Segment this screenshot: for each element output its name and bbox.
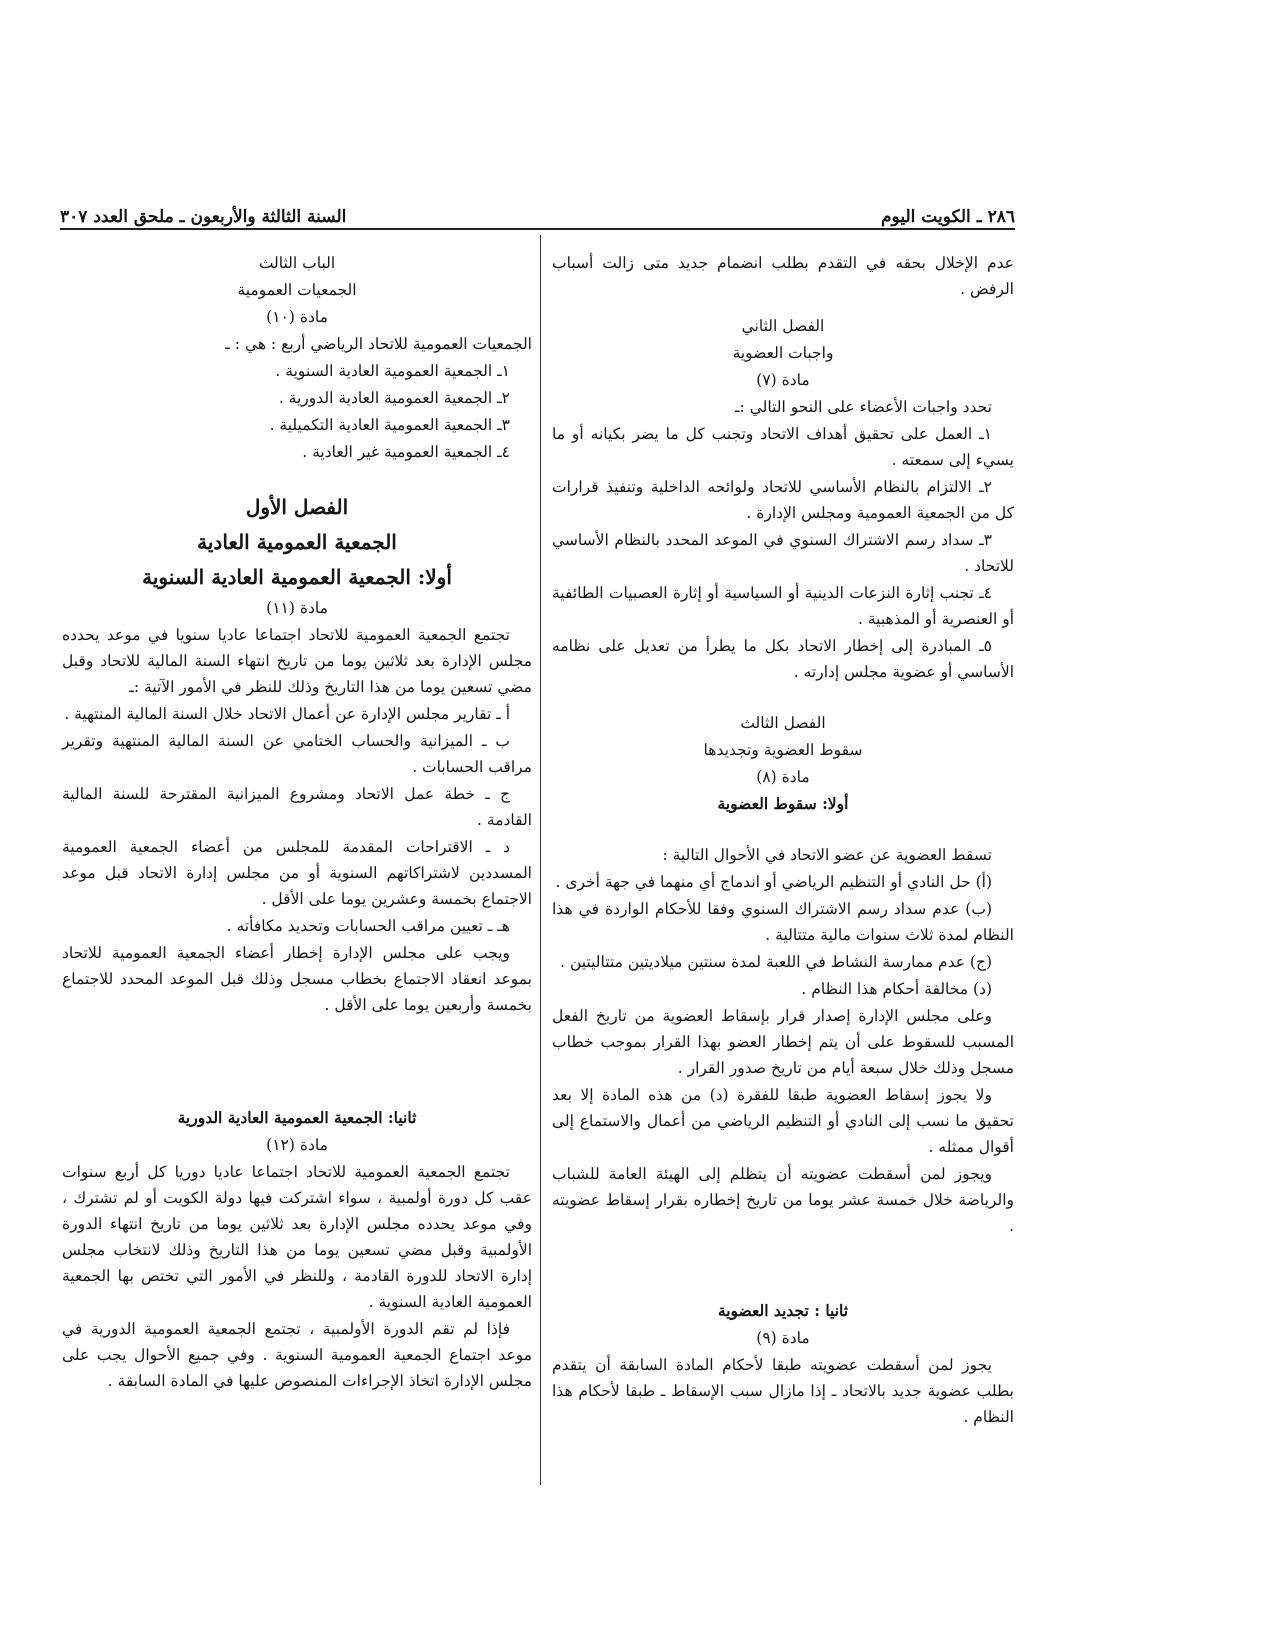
list-item: (د) مخالفة أحكام هذا النظام . <box>801 980 992 998</box>
article-11-paragraph: ويجب على مجلس الإدارة إخطار أعضاء الجمعية العمومية للاتحاد بموعد انعقاد الاجتماع بخطاب مسجل وذلك قبل الموعد المحدد للاجتماع بخمسة وأربعين يوما على الأقل . <box>62 944 532 1014</box>
list-item: ج ـ خطة عمل الاتحاد ومشروع الميزانية المقترحة للسنة المالية القادمة . <box>62 785 532 829</box>
right-column <box>552 250 1014 1431</box>
list-item: ٢ـ الجمعية العمومية العادية الدورية . <box>278 389 510 407</box>
chapter-3-subtitle: سقوط العضوية وتجديدها <box>703 741 863 759</box>
membership-renewal-heading: ثانيا : تجديد العضوية <box>717 1301 849 1320</box>
list-item: أ ـ تقارير مجلس الإدارة عن أعمال الاتحاد خلال السنة المالية المنتهية . <box>64 705 510 723</box>
list-item: ١ـ الجمعية العمومية العادية السنوية . <box>275 362 510 380</box>
header-page-number-title: ٢٨٦ ـ الكويت اليوم <box>881 207 1015 227</box>
article-8-paragraph: ولا يجوز إسقاط العضوية طبقا للفقرة (د) من هذه المادة إلا بعد تحقيق ما نسب إلى النادي أو التنظيم الرياضي من أعمال والاستماع إلى أقوال ممثله . <box>552 1086 1014 1156</box>
article-9-paragraph: يجوز لمن أسقطت عضويته طبقا لأحكام المادة السابقة أن يتقدم بطلب عضوية جديد بالاتحاد ـ إذا مازال سبب الإسقاط ـ طبقا لأحكام هذا النظام . <box>552 1356 1014 1426</box>
list-item: ب ـ الميزانية والحساب الختامي عن السنة المالية المنتهية وتقرير مراقب الحسابات . <box>62 732 532 776</box>
list-item: (ج) عدم ممارسة النشاط في اللعبة لمدة سنتين ميلاديتين متتاليتين . <box>560 953 992 971</box>
list-item: (أ) حل النادي أو التنظيم الرياضي أو اندماج أي منهما في جهة أخرى . <box>555 873 992 891</box>
page-header <box>60 197 1015 227</box>
chapter-1-title: الفصل الأول <box>245 495 349 519</box>
chapter-1-subtitle: الجمعية العمومية العادية <box>197 530 397 554</box>
article-12-paragraph: تجتمع الجمعية العمومية للاتحاد اجتماعا عاديا دوريا كل أربع سنوات عقب كل دورة أولمبية ، سواء اشتركت فيها دولة الكويت أو لم تشترك ، وفي موعد يحدده مجلس الإدارة بعد ثلاثين يوما من تاريخ انتهاء الدورة الأولمبية وقبل مضي تسعين يوما من هذا التاريخ وذلك لانتخاب مجلس إدارة الاتحاد للدورة القادمة ، وللنظر في الأمور التي تختص بها الجمعية العمومية العادية السنوية . <box>62 1163 532 1311</box>
list-item: ٢ـ الالتزام بالنظام الأساسي للاتحاد ولوائحه الداخلية وتنفيذ قرارات كل من الجمعية العمومية ومجلس الإدارة . <box>552 478 1014 522</box>
article-9-label: مادة (٩) <box>756 1329 810 1347</box>
chapter-3-title: الفصل الثالث <box>740 714 826 732</box>
article-11-paragraph: تجتمع الجمعية العمومية للاتحاد اجتماعا عاديا سنويا في موعد يحدده مجلس الإدارة بعد ثلاثين يوما من تاريخ انتهاء السنة المالية للاتحاد وقبل مضي تسعين يوما من هذا التاريخ وذلك للنظر في الأمور الآتية :ـ <box>62 626 532 696</box>
article-12-label: مادة (١٢) <box>266 1136 328 1154</box>
column-divider <box>540 235 541 1485</box>
list-item: هـ ـ تعيين مراقب الحسابات وتحديد مكافأته . <box>226 917 510 935</box>
annual-assembly-heading: أولا: الجمعية العمومية العادية السنوية <box>142 565 452 589</box>
part-3-subtitle: الجمعيات العمومية <box>237 281 357 299</box>
article-8-paragraph: ويجوز لمن أسقطت عضويته أن يتظلم إلى الهيئة العامة للشباب والرياضة خلال خمسة عشر يوما من تاريخ إخطاره بقرار إسقاط عضويته . <box>552 1165 1014 1235</box>
list-item: ٤ـ الجمعية العمومية غير العادية . <box>302 443 510 461</box>
list-item: ٣ـ الجمعية العمومية العادية التكميلية . <box>269 416 510 434</box>
part-3-title: الباب الثالث <box>258 254 336 272</box>
membership-loss-heading: أولا: سقوط العضوية <box>717 794 849 813</box>
article-8-label: مادة (٨) <box>756 768 810 786</box>
article-7-intro: تحدد واجبات الأعضاء على النحو التالي :ـ <box>735 398 992 416</box>
article-11-label: مادة (١١) <box>266 599 328 617</box>
list-item: ٥ـ المبادرة إلى إخطار الاتحاد بكل ما يطرأ من تعديل على نظامه الأساسي أو عضوية مجلس إدارته . <box>552 637 1014 681</box>
list-item: ٣ـ سداد رسم الاشتراك السنوي في الموعد المحدد بالنظام الأساسي للاتحاد . <box>552 531 1014 575</box>
article-10-intro: الجمعيات العمومية للاتحاد الرياضي أربع : هي : ـ <box>225 335 532 353</box>
article-12-paragraph: فإذا لم تقم الدورة الأولمبية ، تجتمع الجمعية العمومية الدورية في موعد اجتماع الجمعية العمومية السنوية . وفي جميع الأحوال يجب على مجلس الإدارة اتخاذ الإجراءات المنصوص عليها في المادة السابقة . <box>62 1320 532 1390</box>
article-10-label: مادة (١٠) <box>266 308 328 326</box>
chapter-2-title: الفصل الثاني <box>741 317 825 335</box>
periodic-assembly-heading: ثانيا: الجمعية العمومية العادية الدورية <box>177 1108 417 1127</box>
list-item: ١ـ العمل على تحقيق أهداف الاتحاد وتجنب كل ما يضر بكيانه أو ما يسيء إلى سمعته . <box>552 425 1014 469</box>
article-7-label: مادة (٧) <box>756 371 810 389</box>
list-item: د ـ الاقتراحات المقدمة للمجلس من أعضاء الجمعية العمومية المسددين لاشتراكاتهم السنوية أو من مجلس إدارة الاتحاد قبل موعد الاجتماع بخمسة وعشرين يوما على الأقل . <box>62 838 532 908</box>
header-issue-info: السنة الثالثة والأربعون ـ ملحق العدد ٣٠٧ <box>60 207 347 227</box>
chapter-2-subtitle: واجبات العضوية <box>732 344 834 362</box>
header-rule <box>60 228 1015 230</box>
left-column <box>62 250 532 1395</box>
continuation-paragraph: عدم الإخلال بحقه في التقدم بطلب انضمام جديد متى زالت أسباب الرفض . <box>552 254 1014 298</box>
article-8-paragraph: وعلى مجلس الإدارة إصدار قرار بإسقاط العضوية من تاريخ الفعل المسبب للسقوط على أن يتم إخطار العضو بهذا القرار بموجب خطاب مسجل وذلك خلال سبعة أيام من تاريخ صدور القرار . <box>552 1007 1014 1077</box>
list-item: ٤ـ تجنب إثارة النزعات الدينية أو السياسية أو إثارة العصبيات الطائفية أو العنصرية أو المذهبية . <box>552 584 1014 628</box>
list-item: (ب) عدم سداد رسم الاشتراك السنوي وفقا للأحكام الواردة في هذا النظام لمدة ثلاث سنوات مالية متتالية . <box>552 900 1014 944</box>
article-8-intro: تسقط العضوية عن عضو الاتحاد في الأحوال التالية : <box>662 846 992 864</box>
